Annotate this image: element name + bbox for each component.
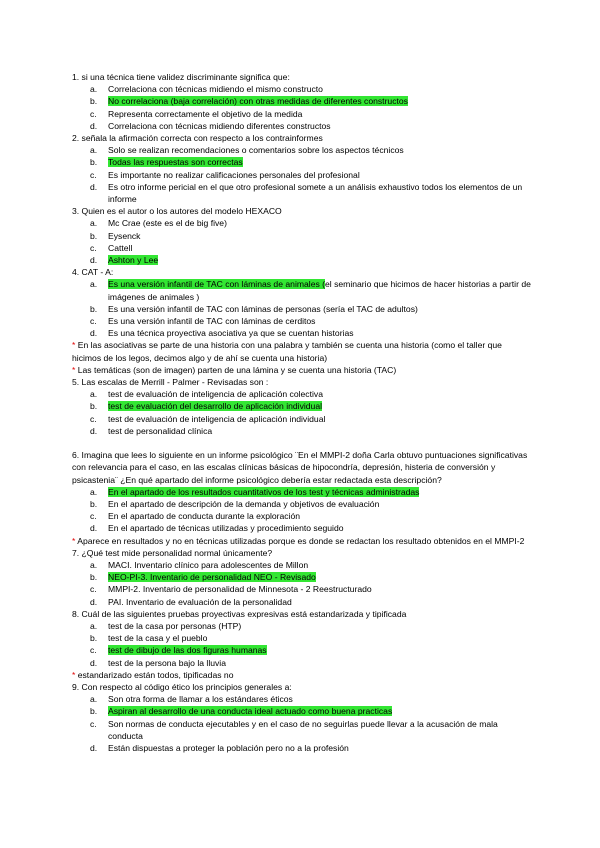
question-block: [72, 449, 532, 547]
asterisk-icon: *: [72, 340, 78, 351]
answer-option: [72, 303, 532, 315]
asterisk-icon: *: [72, 535, 78, 546]
answer-option: [72, 327, 532, 339]
question-block: [72, 266, 532, 376]
option-letter: c.: [90, 511, 97, 522]
option-letter: a.: [90, 694, 98, 705]
answer-option: [72, 181, 532, 205]
answer-option: [72, 498, 532, 510]
option-plain-text: En el apartado de técnicas utilizadas y procedimiento seguido: [108, 523, 344, 534]
option-plain-text: test de evaluación de inteligencia de aplicación colectiva: [108, 389, 323, 400]
option-plain-text: Correlaciona con técnicas midiendo diferentes constructos: [108, 120, 331, 131]
document-body: [72, 71, 532, 754]
option-letter: c.: [90, 242, 97, 253]
option-letter: b.: [90, 498, 98, 509]
study-note: [72, 364, 532, 376]
answer-option: [72, 510, 532, 522]
option-text: [108, 108, 532, 120]
option-text: [108, 327, 532, 339]
option-text: [108, 559, 532, 571]
question-text: 8. Cuál de las siguientes pruebas proyectivas expresivas está estandarizada y tipificada: [72, 608, 407, 619]
answer-option: [72, 120, 532, 132]
option-text: [108, 95, 532, 107]
question-text: 7. ¿Qué test mide personalidad normal únicamente?: [72, 547, 273, 558]
option-letter: c.: [90, 718, 97, 729]
answer-option: [72, 400, 532, 412]
option-plain-text: Representa correctamente el objetivo de la medida: [108, 108, 303, 119]
study-note: [72, 535, 532, 547]
option-text: [108, 644, 532, 656]
option-letter: a.: [90, 84, 98, 95]
option-text: [108, 315, 532, 327]
option-letter: b.: [90, 157, 98, 168]
option-plain-text: MACI. Inventario clínico para adolescentes de Millon: [108, 559, 309, 570]
option-text: [108, 486, 532, 498]
option-text: [108, 693, 532, 705]
option-letter: a.: [90, 145, 98, 156]
question-text: 2. señala la afirmación correcta con respecto a los contrainformes: [72, 133, 323, 144]
answer-option: [72, 108, 532, 120]
note-text: estandarizado están todos, tipificadas no: [77, 669, 234, 680]
option-plain-text: En el apartado de conducta durante la exploración: [108, 511, 301, 522]
option-text: [108, 144, 532, 156]
answer-option: [72, 596, 532, 608]
option-text: [108, 254, 532, 266]
option-letter: d.: [90, 596, 98, 607]
option-letter: b.: [90, 303, 98, 314]
option-plain-text: test de la casa y el pueblo: [108, 633, 208, 644]
answer-option: [72, 425, 532, 437]
answer-option: [72, 242, 532, 254]
option-letter: b.: [90, 572, 98, 583]
correct-answer-highlight: test de dibujo de las dos figuras humanas: [108, 645, 267, 656]
option-text: [108, 242, 532, 254]
option-plain-text: test de la casa por personas (HTP): [108, 620, 242, 631]
option-text: [108, 156, 532, 168]
option-plain-text: test de personalidad clínica: [108, 425, 213, 436]
answer-option: [72, 388, 532, 400]
option-plain-text: PAI. Inventario de evaluación de la personalidad: [108, 596, 292, 607]
option-letter: d.: [90, 657, 98, 668]
option-text: [108, 583, 532, 595]
option-letter: b.: [90, 706, 98, 717]
option-letter: b.: [90, 96, 98, 107]
question-text: 1. si una técnica tiene validez discriminante significa que:: [72, 72, 290, 82]
answer-option: [72, 571, 532, 583]
question-text: 5. Las escalas de Merrill - Palmer - Revisadas son :: [72, 377, 269, 388]
option-letter: a.: [90, 218, 98, 229]
answer-option: [72, 583, 532, 595]
answer-option: [72, 278, 532, 302]
option-text: [108, 510, 532, 522]
option-letter: d.: [90, 425, 98, 436]
question-block: [72, 132, 532, 205]
option-text: [108, 632, 532, 644]
correct-answer-highlight: NEO-PI-3. Inventario de personalidad NEO - Revisado: [108, 572, 316, 583]
option-text: [108, 571, 532, 583]
asterisk-icon: *: [72, 669, 78, 680]
option-letter: a.: [90, 486, 98, 497]
option-letter: b.: [90, 401, 98, 412]
question-block: [72, 547, 532, 608]
option-text: [108, 596, 532, 608]
option-text: [108, 181, 532, 205]
answer-option: [72, 718, 532, 742]
question-text: 3. Quien es el autor o los autores del modelo HEXACO: [72, 206, 282, 217]
option-comment: el seminario que hicimos de hacer historias a partir de imágenes de animales ): [108, 279, 531, 302]
answer-option: [72, 413, 532, 425]
option-letter: d.: [90, 328, 98, 339]
option-plain-text: Son otra forma de llamar a los estándares éticos: [108, 694, 293, 705]
option-plain-text: Es importante no realizar calificaciones personales del profesional: [108, 169, 360, 180]
option-text: [108, 742, 532, 754]
option-letter: d.: [90, 120, 98, 131]
option-letter: d.: [90, 181, 98, 192]
option-letter: c.: [90, 645, 97, 656]
option-text: [108, 718, 532, 742]
correct-answer-highlight: Ashton y Lee: [108, 255, 159, 266]
option-plain-text: Cattell: [108, 242, 133, 253]
option-text: [108, 169, 532, 181]
answer-option: [72, 620, 532, 632]
option-letter: c.: [90, 169, 97, 180]
answer-option: [72, 705, 532, 717]
option-plain-text: Es una versión infantil de TAC con láminas de personas (sería el TAC de adultos): [108, 303, 418, 314]
question-text: 4. CAT - A:: [72, 267, 114, 278]
option-letter: b.: [90, 633, 98, 644]
option-text: [108, 303, 532, 315]
question-block: [72, 376, 532, 437]
option-letter: a.: [90, 559, 98, 570]
option-plain-text: Solo se realizan recomendaciones o comentarios sobre los aspectos técnicos: [108, 145, 404, 156]
option-text: [108, 705, 532, 717]
option-text: [108, 83, 532, 95]
option-letter: a.: [90, 279, 98, 290]
option-letter: d.: [90, 742, 98, 753]
option-text: [108, 230, 532, 242]
answer-option: [72, 632, 532, 644]
option-plain-text: Están dispuestas a proteger la población pero no a la profesión: [108, 742, 349, 753]
option-text: [108, 413, 532, 425]
asterisk-icon: *: [72, 364, 78, 375]
answer-option: [72, 83, 532, 95]
option-letter: c.: [90, 108, 97, 119]
correct-answer-highlight: En el apartado de los resultados cuantitativos de los test y técnicas administradas: [108, 486, 420, 497]
option-plain-text: Es otro informe pericial en el que otro profesional somete a un análisis exhaustivo todos los elementos de un informe: [108, 181, 523, 205]
option-text: [108, 120, 532, 132]
blank-line: [72, 437, 532, 449]
option-plain-text: Es una técnica proyectiva asociativa ya que se cuentan historias: [108, 328, 354, 339]
answer-option: [72, 644, 532, 656]
option-text: [108, 620, 532, 632]
option-plain-text: Es una versión infantil de TAC con láminas de cerditos: [108, 316, 316, 327]
answer-option: [72, 742, 532, 754]
option-letter: c.: [90, 316, 97, 327]
question-block: [72, 205, 532, 266]
option-letter: a.: [90, 389, 98, 400]
option-plain-text: Correlaciona con técnicas midiendo el mismo constructo: [108, 84, 323, 95]
study-note: [72, 339, 532, 363]
answer-option: [72, 144, 532, 156]
answer-option: [72, 156, 532, 168]
question-text: 9. Con respecto al código ético los principios generales a:: [72, 681, 292, 692]
question-block: [72, 608, 532, 681]
option-letter: a.: [90, 620, 98, 631]
answer-option: [72, 95, 532, 107]
answer-option: [72, 657, 532, 669]
option-plain-text: MMPI-2. Inventario de personalidad de Minnesota - 2 Reestructurado: [108, 584, 372, 595]
question-block: [72, 71, 532, 132]
study-note: [72, 669, 532, 681]
option-letter: d.: [90, 523, 98, 534]
correct-answer-highlight: Todas las respuestas son correctas: [108, 157, 243, 168]
option-text: [108, 388, 532, 400]
option-plain-text: Son normas de conducta ejecutables y en el caso de no seguirlas puede llevar a la acusación de mala conducta: [108, 718, 498, 741]
answer-option: [72, 559, 532, 571]
option-letter: d.: [90, 255, 98, 266]
note-text: Las temáticas (son de imagen) parten de una lámina y se cuenta una historia (TAC): [77, 364, 397, 375]
answer-option: [72, 486, 532, 498]
option-text: [108, 657, 532, 669]
option-plain-text: Mc Crae (este es el de big five): [108, 218, 227, 229]
correct-answer-highlight: test de evaluación del desarrollo de aplicación individual: [108, 401, 323, 412]
question-block: [72, 681, 532, 754]
option-letter: c.: [90, 413, 97, 424]
option-plain-text: En el apartado de descripción de la demanda y objetivos de evaluación: [108, 498, 380, 509]
answer-option: [72, 522, 532, 534]
option-letter: c.: [90, 584, 97, 595]
option-text: [108, 522, 532, 534]
option-text: [108, 217, 532, 229]
answer-option: [72, 217, 532, 229]
note-text: En las asociativas se parte de una historia con una palabra y también se cuenta una historia (como el taller que hicimos de los legos, decimos algo y de ahí se cuenta una historia): [72, 340, 502, 363]
option-text: [108, 278, 532, 302]
correct-answer-highlight: Aspiran al desarrollo de una conducta ideal actuado como buena practicas: [108, 706, 393, 717]
option-text: [108, 498, 532, 510]
answer-option: [72, 169, 532, 181]
option-plain-text: Eysenck: [108, 230, 141, 241]
option-plain-text: test de evaluación de inteligencia de aplicación individual: [108, 413, 326, 424]
answer-option: [72, 254, 532, 266]
answer-option: [72, 315, 532, 327]
answer-option: [72, 693, 532, 705]
option-letter: b.: [90, 230, 98, 241]
option-text: [108, 400, 532, 412]
question-text: 6. Imagina que lees lo siguiente en un informe psicológico ¨En el MMPI-2 doña Carla obtuvo puntuaciones significativas con relevancia para el caso, en las escalas clínicas básicas de hipocondría, depresión, histeria de conversión y psicastenia¨ ¿En qué apartado del informe psicológico debería estar redactada esta descripción?: [72, 450, 528, 485]
answer-option: [72, 230, 532, 242]
correct-answer-highlight: No correlaciona (baja correlación) con otras medidas de diferentes constructos: [108, 96, 408, 107]
option-plain-text: test de la persona bajo la lluvia: [108, 657, 227, 668]
correct-answer-highlight: Es una versión infantil de TAC con láminas de animales (: [108, 279, 326, 290]
note-text: Aparece en resultados y no en técnicas utilizadas porque es donde se redactan los resultado obtenidos en el MMPI-2: [77, 535, 525, 546]
option-text: [108, 425, 532, 437]
